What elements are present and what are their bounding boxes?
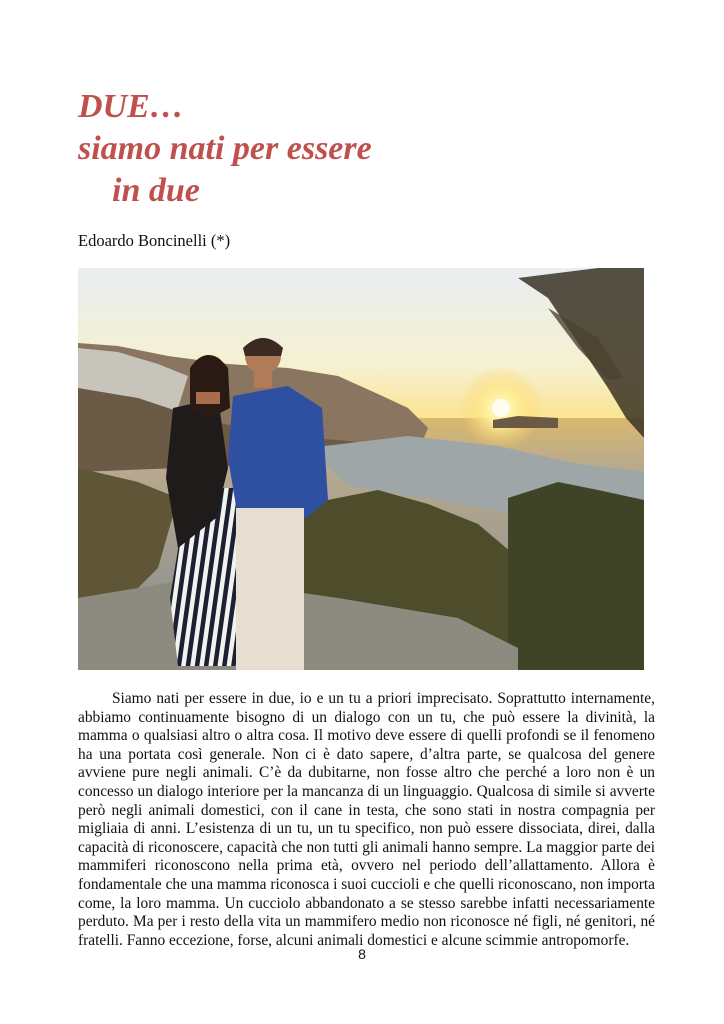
article-title (78, 86, 678, 212)
page-number: 8 (358, 946, 366, 962)
title-line-1: DUE… (78, 88, 184, 125)
article-body: Siamo nati per essere in due, io e un tu a priori imprecisato. Soprattutto internamente, abbiamo continuamente bisogno di un dialogo con un tu, che può essere la divinità, la mamma o qualsiasi altro o altra cosa. Il motivo deve essere di quelli profondi se il fenomeno ha una portata così generale. Non ci è dato sapere, d’altra parte, se qualcosa del genere avviene pure negli animali. C’è da dubitarne, non fosse altro che perché a loro non è un concesso un dialogo interiore per la mancanza di un linguaggio. Qualcosa di simile si avverte però negli animali domestici, con il cane in testa, che sono stati in nostra compagnia per migliaia di anni. L’esistenza di un tu, un tu specifico, non può essere dissociata, direi, dalla capacità di riconoscere, capacità che non tutti gli animali hanno sempre. La maggior parte dei mammiferi riconoscono nella prima età, ovvero nel periodo dell’allattamento. Allora è fondamentale che una mamma riconosca i suoi cuccioli e che quelli riconoscano, non importa come, la loro mamma. Un cucciolo abbandonato a se stesso sarebbe infatti necessariamente perduto. Ma per i resto della vita un mammifero medio non riconosce né figli, né genitori, né fratelli. Fanno eccezione, forse, alcuni animali domestici e alcune scimmie antropomorfe. (78, 690, 655, 949)
title-line-3: in due (112, 172, 200, 209)
author-name: Edoardo Boncinelli (*) (78, 231, 231, 250)
title-line-2: siamo nati per essere (78, 130, 372, 167)
couple-sunset-photo (78, 268, 644, 670)
